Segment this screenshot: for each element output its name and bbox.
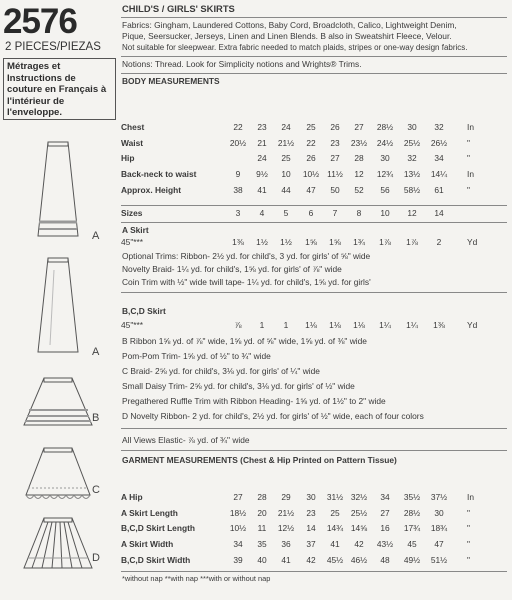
row-unit: Yd <box>467 237 478 247</box>
cell-value: 25 <box>306 122 316 132</box>
body-measurements-heading: BODY MEASUREMENTS <box>122 76 220 86</box>
row-unit: " <box>467 539 470 549</box>
row-label: A Skirt Length <box>121 508 178 518</box>
cell-value: 1⅛ <box>353 320 365 330</box>
cell-value: 21½ <box>277 508 295 518</box>
cell-value: 32½ <box>350 492 368 502</box>
cell-value: 61 <box>434 185 444 195</box>
cell-value: 26 <box>306 153 316 163</box>
cell-value: 1⅝ <box>305 237 317 247</box>
skirt-view-c <box>26 448 90 499</box>
cell-value: 30 <box>306 492 316 502</box>
row-unit: Yd <box>467 320 478 330</box>
cell-value: 10½ <box>229 523 247 533</box>
row-unit: " <box>467 153 470 163</box>
cell-value: 5 <box>283 208 289 218</box>
cell-value: 8 <box>356 208 362 218</box>
cell-value: 32 <box>434 122 444 132</box>
cell-value: 46½ <box>350 555 368 565</box>
cell-value: 18½ <box>229 508 247 518</box>
cell-value: 2 <box>436 237 442 247</box>
fabrics-line-1: Fabrics: Gingham, Laundered Cottons, Baby Cord, Broadcloth, Calico, Lightweight Denim, <box>122 20 457 30</box>
cell-value: 47 <box>434 539 444 549</box>
cell-value: 12 <box>407 208 417 218</box>
cell-value: 3 <box>235 208 241 218</box>
row-label: Hip <box>121 153 135 163</box>
cell-value: 9½ <box>256 169 268 179</box>
cell-value: 27 <box>233 492 243 502</box>
cell-value: 26½ <box>430 138 448 148</box>
cell-value: 24 <box>281 122 291 132</box>
cell-value: ⅞ <box>234 320 242 330</box>
cell-value: 1⅛ <box>305 320 317 330</box>
cell-value: 14 <box>434 208 444 218</box>
row-unit: In <box>467 492 474 502</box>
cell-value: 14¾ <box>326 523 344 533</box>
cell-value: 38 <box>233 185 243 195</box>
row-label: B,C,D Skirt Length <box>121 523 195 533</box>
cell-value: 1 <box>259 320 265 330</box>
skirt-view-a-plain <box>38 258 78 352</box>
bcd-skirt-heading: B,C,D Skirt <box>122 306 166 316</box>
cell-value: 13½ <box>403 169 421 179</box>
bcd-trim-5: Pregathered Ruffle Trim with Ribbon Heading- 1⅝ yd. of 1½" to 2" wide <box>122 396 386 406</box>
cell-value: 41 <box>281 555 291 565</box>
cell-value: 40 <box>257 555 267 565</box>
cell-value: 31½ <box>326 492 344 502</box>
cell-value: 32 <box>407 153 417 163</box>
cell-value: 23 <box>257 122 267 132</box>
pattern-number: 2576 <box>3 2 77 41</box>
row-unit: " <box>467 555 470 565</box>
cell-value: 27 <box>330 153 340 163</box>
cell-value: 10 <box>281 169 291 179</box>
cell-value: 29 <box>281 492 291 502</box>
pieces-count: 2 PIECES/PIEZAS <box>5 41 101 53</box>
notions-text: Notions: Thread. Look for Simplicity notions and Wrights® Trims. <box>122 59 362 69</box>
row-label: Sizes <box>121 208 143 218</box>
cell-value: 1½ <box>280 237 292 247</box>
fabrics-line-2: Pique, Seersucker, Jerseys, Linen and Linen Blends. B also in Sweatshirt Fleece, Velour. <box>122 31 452 41</box>
cell-value: 48 <box>380 555 390 565</box>
cell-value: 35 <box>257 539 267 549</box>
cell-value: 41 <box>257 185 267 195</box>
cell-value: 56 <box>380 185 390 195</box>
cell-value: 14 <box>306 523 316 533</box>
cell-value: 12¾ <box>376 169 394 179</box>
skirt-view-b <box>24 378 92 425</box>
row-label: Chest <box>121 122 145 132</box>
french-instructions-note: Métrages et Instructions de couture en Français à l'intérieur de l'enveloppe. <box>3 58 116 120</box>
cell-value: 21½ <box>277 138 295 148</box>
cell-value: 20 <box>257 508 267 518</box>
cell-value: 25 <box>281 153 291 163</box>
cell-value: 45½ <box>326 555 344 565</box>
cell-value: 23 <box>330 138 340 148</box>
cell-value: 21 <box>257 138 267 148</box>
row-label: Back-neck to waist <box>121 169 197 179</box>
view-label-c: C <box>92 484 100 496</box>
row-label: B,C,D Skirt Width <box>121 555 191 565</box>
cell-value: 16 <box>380 523 390 533</box>
cell-value: 6 <box>308 208 314 218</box>
bcd-trim-6: D Novelty Ribbon- 2 yd. for child's, 2½ yd. for girls' of ½" wide, each of four colors <box>122 411 424 421</box>
cell-value: 27 <box>354 122 364 132</box>
cell-value: 28½ <box>376 122 394 132</box>
row-unit: In <box>467 169 474 179</box>
view-label-a2: A <box>92 346 100 358</box>
view-label-a1: A <box>92 230 100 242</box>
cell-value: 14¼ <box>430 169 448 179</box>
cell-value: 22 <box>306 138 316 148</box>
cell-value: 1¼ <box>406 320 418 330</box>
cell-value: 10½ <box>302 169 320 179</box>
cell-value: 11½ <box>327 169 343 179</box>
bcd-trim-3: C Braid- 2⅝ yd. for child's, 3⅛ yd. for girls' of ¼" wide <box>122 366 320 376</box>
row-unit: " <box>467 185 470 195</box>
pattern-title: CHILD'S / GIRLS' SKIRTS <box>122 3 235 14</box>
cell-value: 14⅝ <box>350 523 368 533</box>
view-label-b: B <box>92 412 100 424</box>
cell-value: 28 <box>354 153 364 163</box>
cell-value: 23 <box>306 508 316 518</box>
cell-value: 1⅝ <box>329 237 341 247</box>
cell-value: 1¾ <box>353 237 365 247</box>
cell-value: 58½ <box>403 185 421 195</box>
a-trim-3: Coin Trim with ½" wide twill tape- 1¼ yd. for child's, 1⅝ yd. for girls' <box>122 277 371 287</box>
cell-value: 35½ <box>403 492 421 502</box>
cell-value: 27 <box>380 508 390 518</box>
cell-value: 1⅛ <box>329 320 341 330</box>
cell-value: 11 <box>257 523 267 533</box>
elastic-line: All Views Elastic- ⅞ yd. of ¾" wide <box>122 435 250 445</box>
cell-value: 42 <box>306 555 316 565</box>
cell-value: 4 <box>259 208 265 218</box>
row-label: Waist <box>121 138 144 148</box>
row-unit: " <box>467 508 470 518</box>
cell-value: 34 <box>233 539 243 549</box>
fabrics-line-3: Not suitable for sleepwear. Extra fabric needed to match plaids, stripes or one-way design fabrics. <box>122 43 468 52</box>
cell-value: 44 <box>281 185 291 195</box>
cell-value: 1⅜ <box>433 320 445 330</box>
row-unit: " <box>467 138 470 148</box>
cell-value: 1¼ <box>379 320 391 330</box>
cell-value: 23½ <box>350 138 368 148</box>
cell-value: 20½ <box>229 138 247 148</box>
row-unit: " <box>467 523 470 533</box>
bcd-trim-1: B Ribbon 1⅝ yd. of ⅞" wide, 1⅝ yd. of ⅝" wide, 1⅝ yd. of ⅜" wide <box>122 336 367 346</box>
cell-value: 22 <box>233 122 243 132</box>
cell-value: 1⅞ <box>406 237 418 247</box>
cell-value: 34 <box>380 492 390 502</box>
row-unit: In <box>467 122 474 132</box>
row-label: A Hip <box>121 492 143 502</box>
cell-value: 50 <box>330 185 340 195</box>
cell-value: 9 <box>235 169 241 179</box>
cell-value: 43½ <box>376 539 394 549</box>
row-label: Approx. Height <box>121 185 182 195</box>
cell-value: 17¾ <box>403 523 421 533</box>
cell-value: 18¾ <box>430 523 448 533</box>
cell-value: 41 <box>330 539 340 549</box>
cell-value: 49½ <box>403 555 421 565</box>
cell-value: 28 <box>257 492 267 502</box>
a-trim-2: Novelty Braid- 1¼ yd. for child's, 1⅝ yd. for girls' of ⅞" wide <box>122 264 342 274</box>
row-label: 45"*** <box>121 320 144 330</box>
cell-value: 12½ <box>277 523 295 533</box>
view-label-d: D <box>92 552 100 564</box>
cell-value: 30 <box>434 508 444 518</box>
cell-value: 34 <box>434 153 444 163</box>
row-label: A Skirt Width <box>121 539 174 549</box>
cell-value: 1⅞ <box>379 237 391 247</box>
row-label: 45"*** <box>121 237 144 247</box>
cell-value: 37½ <box>430 492 448 502</box>
a-skirt-heading: A Skirt <box>122 225 149 235</box>
cell-value: 25½ <box>350 508 368 518</box>
cell-value: 39 <box>233 555 243 565</box>
cell-value: 24½ <box>376 138 394 148</box>
cell-value: 28½ <box>403 508 421 518</box>
cell-value: 47 <box>306 185 316 195</box>
cell-value: 30 <box>407 122 417 132</box>
cell-value: 45 <box>407 539 417 549</box>
cell-value: 26 <box>330 122 340 132</box>
cell-value: 42 <box>354 539 364 549</box>
cell-value: 10 <box>380 208 390 218</box>
cell-value: 1⅜ <box>232 237 244 247</box>
cell-value: 51½ <box>430 555 448 565</box>
skirt-illustrations <box>0 130 120 600</box>
a-trim-1: Optional Trims: Ribbon- 2½ yd. for child's, 3 yd. for girls' of ⅝" wide <box>122 251 371 261</box>
cell-value: 7 <box>332 208 338 218</box>
cell-value: 36 <box>281 539 291 549</box>
bcd-trim-4: Small Daisy Trim- 2⅝ yd. for child's, 3⅛ yd. for girls' of ½" wide <box>122 381 355 391</box>
nap-footnote: *without nap **with nap ***with or without nap <box>122 574 271 583</box>
cell-value: 37 <box>306 539 316 549</box>
cell-value: 24 <box>257 153 267 163</box>
skirt-view-d <box>24 518 92 568</box>
garment-measurements-heading: GARMENT MEASUREMENTS (Chest & Hip Printed on Pattern Tissue) <box>122 455 397 465</box>
cell-value: 25½ <box>403 138 421 148</box>
cell-value: 1½ <box>256 237 268 247</box>
cell-value: 12 <box>354 169 364 179</box>
cell-value: 30 <box>380 153 390 163</box>
skirt-view-a-banded <box>38 142 78 236</box>
cell-value: 1 <box>283 320 289 330</box>
cell-value: 52 <box>354 185 364 195</box>
cell-value: 25 <box>330 508 340 518</box>
bcd-trim-2: Pom-Pom Trim- 1⅝ yd. of ½" to ¾" wide <box>122 351 271 361</box>
